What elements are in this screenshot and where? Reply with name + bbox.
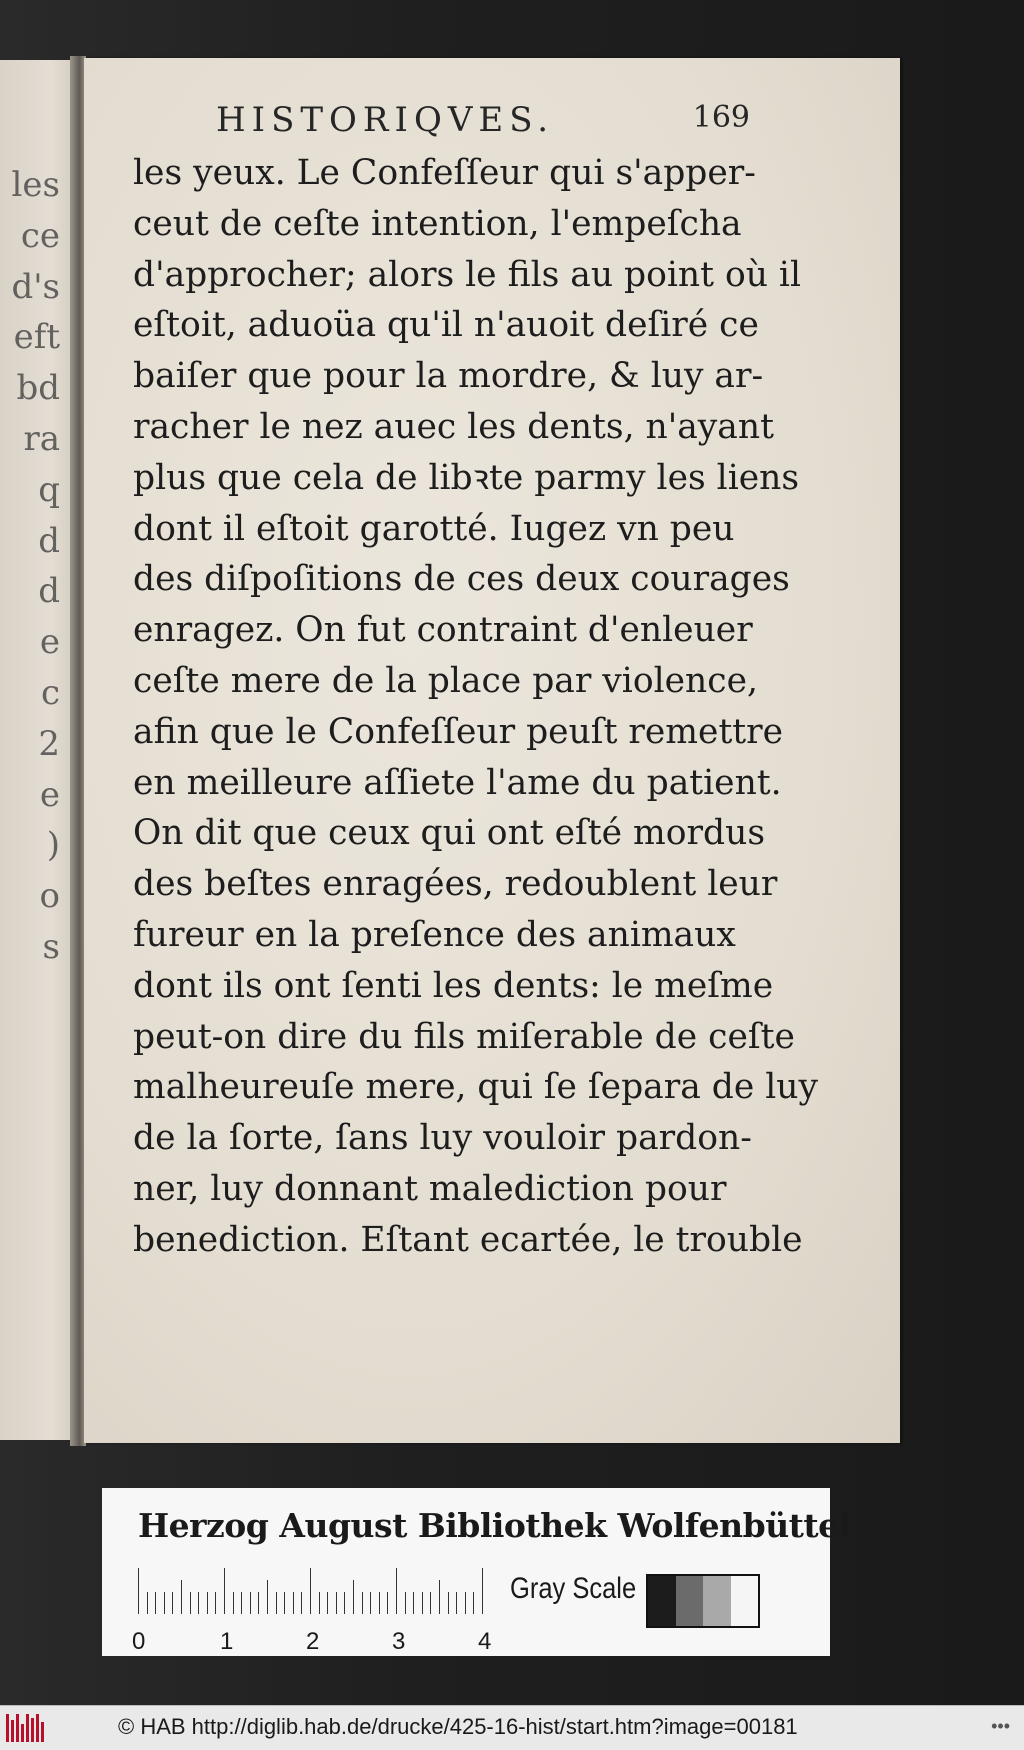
text-line: malheureuſe mere, qui ſe ſepara de luy [133,1067,818,1108]
ruler-tick [198,1592,199,1614]
previous-page-text-fragments [0,160,60,973]
ruler-tick [301,1592,302,1614]
page-number: 169 [692,100,750,135]
text-line: plus que cela de libꝛte parmy les liens [133,457,800,498]
previous-page-fragment: ra [23,418,60,459]
color-calibration-card [102,1488,851,1656]
ruler-tick [439,1580,440,1614]
text-line: des diſpoſitions de ces deux courages [133,559,790,600]
gray-swatch [731,1576,759,1626]
gray-swatch [676,1576,704,1626]
text-line: benediction. Eſtant ecartée, le trouble [133,1219,803,1260]
text-line: les yeux. Le Confeſſeur qui s'apper- [133,153,756,193]
footer-link[interactable]: © HAB http://diglib.hab.de/drucke/425-16-hist/start.htm?image=00181 [118,1714,798,1739]
ruler-tick [284,1592,285,1614]
ruler-tick [448,1592,449,1614]
previous-page-fragment: d [38,520,60,561]
ruler-tick [362,1592,363,1614]
ruler-tick [473,1592,474,1614]
previous-page-fragment: eft [13,317,60,358]
page-body-text [133,148,818,1266]
ruler-tick [155,1592,156,1614]
previous-page-fragment: c [40,672,60,713]
ruler-tick [207,1592,208,1614]
footer-bar [0,1705,1024,1750]
ruler-tick [465,1592,466,1614]
more-options-icon[interactable]: ••• [991,1716,1010,1736]
ruler-tick [138,1568,139,1614]
grayscale-label: Gray Scale [510,1572,637,1605]
text-line: de la ſorte, ſans luy vouloir pardon- [133,1118,752,1159]
text-line: dont il eſtoit garotté. Iugez vn peu [133,508,735,549]
text-line: racher le nez auec les dents, n'ayant [133,406,774,447]
previous-page-fragment: e [39,774,60,815]
ruler-tick [250,1592,251,1614]
previous-page-fragment: 2 [38,723,60,764]
text-line: On dit que ceux qui ont eſté mordus [133,813,766,854]
gray-swatch [648,1576,676,1626]
ruler-tick [258,1592,259,1614]
previous-page-fragment: ce [20,215,60,256]
ruler-tick [233,1592,234,1614]
previous-page-fragment: q [38,469,60,510]
text-line: en meilleure aſſiete l'ame du patient. [133,762,782,803]
ruler-tick [215,1592,216,1614]
ruler-tick [319,1592,320,1614]
ruler-tick [181,1580,182,1614]
text-line: baiſer que pour la mordre, & luy ar- [133,356,764,397]
ruler-tick [293,1592,294,1614]
ruler-tick [190,1592,191,1614]
previous-page-fragment: les [11,165,60,205]
text-line: des beſtes enragées, redoublent leur [133,864,778,905]
ruler-tick [405,1592,406,1614]
ruler-label-3: 3 [392,1628,406,1655]
ruler-label-1: 1 [220,1628,234,1655]
text-line: ceſte mere de la place par violence, [133,660,758,701]
ruler-tick [310,1568,311,1614]
ruler-tick [482,1568,483,1614]
ruler-tick [387,1592,388,1614]
ruler-tick [241,1592,242,1614]
text-line: afin que le Confeſſeur peuſt remettre [133,711,784,752]
ruler-tick [147,1592,148,1614]
page-header [130,100,760,150]
text-line: dont ils ont ſenti les dents: le meſme [133,965,774,1006]
ruler-tick [413,1592,414,1614]
previous-page-fragment: bd [16,368,60,409]
ruler-label-0: 0 [132,1628,146,1655]
ruler-tick [430,1592,431,1614]
previous-page-fragment: e [39,622,60,663]
text-line: peut-on dire du fils miſerable de ceſte [133,1016,795,1057]
text-line: enragez. On fut contraint d'enleuer [133,610,753,651]
ruler-tick [336,1592,337,1614]
hab-logo-icon [6,1714,46,1742]
previous-page-fragment: ) [46,825,60,866]
ruler-tick [276,1592,277,1614]
ruler-tick [370,1592,371,1614]
ruler-tick [172,1592,173,1614]
ruler-tick [344,1592,345,1614]
scale-ruler [138,1566,488,1614]
text-line: ner, luy donnant malediction pour [133,1168,727,1209]
previous-page-fragment: o [39,876,60,917]
running-title: HISTORIQVES. [216,100,555,140]
text-line: ceut de ceſte intention, l'empeſcha [133,203,742,244]
ruler-label-2: 2 [306,1628,320,1655]
ruler-tick [422,1592,423,1614]
text-line: fureur en la preſence des animaux [133,914,736,955]
previous-page-fragment: d's [11,266,60,307]
ruler-tick [267,1580,268,1614]
ruler-tick [396,1568,397,1614]
grayscale-swatches [646,1574,760,1628]
text-line: eſtoit, aduoüa qu'il n'auoit deſiré ce [133,305,759,346]
gray-swatch [703,1576,731,1626]
ruler-tick [379,1592,380,1614]
ruler-label-4: 4 [478,1628,492,1655]
previous-page-fragment: s [42,926,60,967]
ruler-tick [456,1592,457,1614]
ruler-tick [164,1592,165,1614]
ruler-tick [224,1568,225,1614]
card-title: Herzog August Bibliothek Wolfenbüttel [138,1506,851,1545]
previous-page-fragment: d [38,571,60,612]
ruler-tick [353,1580,354,1614]
text-line: d'approcher; alors le fils au point où il [133,254,801,295]
ruler-tick [327,1592,328,1614]
